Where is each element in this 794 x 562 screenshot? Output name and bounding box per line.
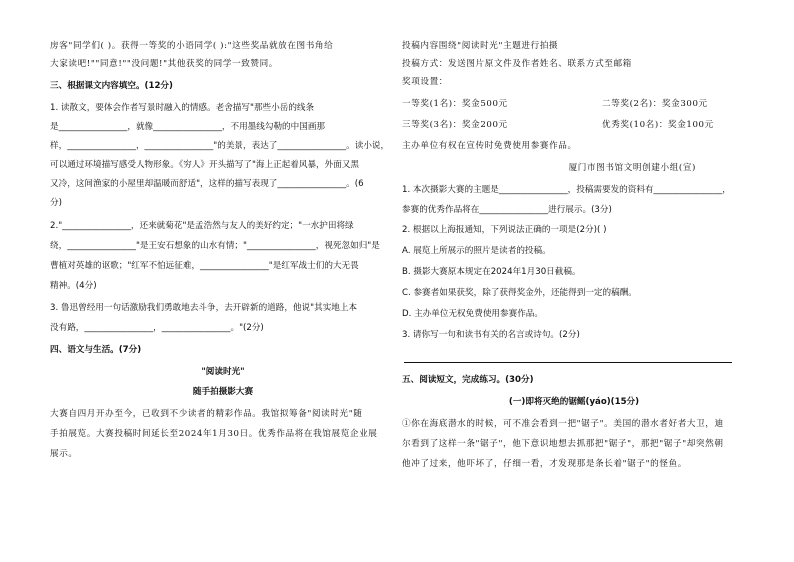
prize-item: 三等奖(3名)：奖金200元 — [402, 120, 508, 130]
poster-text-line: 投稿内容围绕"阅读时光"主题进行拍摄 — [402, 41, 559, 51]
question-line: 精神。(4分) — [50, 281, 97, 291]
left-column — [50, 0, 396, 562]
question-line: 是________________，就像________________，不用墨线勾勒的中国画那 — [50, 122, 326, 132]
question-line: 又冷，这间渔家的小屋里却温暖而舒适"，这样的描写表现了________________。(6 — [50, 179, 364, 189]
poster-text-line: 主办单位有权在宣传时免费使用参赛作品。 — [402, 141, 577, 151]
question-line: 1. 读散文，要体会作者写景时融入的情感。老舍描写"那些小岳的线条 — [50, 103, 315, 113]
poster-text-line: 奖项设置： — [402, 77, 448, 87]
option-line: B. 摄影大赛原本规定在2024年1月30日截稿。 — [402, 267, 581, 277]
poster-signature: 厦门市图书馆文明创建小组(宣) — [568, 163, 696, 173]
question-line: 绕，________________"是王安石想象的山水有情；"________________，视死忽如归"是 — [50, 241, 380, 251]
passage-line: 尔看到了这样一条"锯子"，他下意识地想去抓那把"锯子"，那把"锯子"却突然朝 — [402, 439, 724, 449]
prize-item: 一等奖(1名)：奖金500元 — [402, 99, 508, 109]
question-line: 曹植对英雄的讴歌；"红军不怕远征难，________________"是红军战士们的大无畏 — [50, 261, 359, 271]
question-line: 3. 鲁迅曾经用一句话激励我们勇敢地去斗争，去开辟新的道路，他说"其实地上本 — [50, 303, 358, 313]
poster-title: "阅读时光" — [201, 367, 245, 377]
answer-line — [404, 362, 732, 363]
poster-text-line: 手拍展览。大赛投稿时间延长至2024年1月30日。优秀作品将在我馆展览企业展 — [50, 429, 378, 439]
section-heading: 五、阅读短文，完成练习。(30分) — [402, 375, 534, 385]
question-line: 2. 根据以上海报通知，下列说法正确的一项是(2分)( ) — [402, 225, 607, 235]
question-line: 3. 请你写一句和读书有关的名言或诗句。(2分) — [402, 330, 580, 340]
question-line: 分) — [50, 198, 62, 208]
passage-title: (一)即将灭绝的锯鳐(yáo)(15分) — [508, 397, 640, 407]
prev-text-line: 大家读吧!""同意!""没问题!"其他获奖的同学一致赞同。 — [50, 59, 278, 69]
option-line: C. 参赛者如果获奖，除了获得奖金外，还能得到一定的稿酬。 — [402, 288, 637, 298]
poster-text-line: 投稿方式：发送图片原文件及作者姓名、联系方式至邮箱 — [402, 59, 632, 69]
section-heading: 三、根据课文内容填空。(12分) — [50, 81, 173, 91]
poster-subtitle: 随手拍摄影大赛 — [192, 387, 254, 397]
question-line: 参赛的优秀作品将在________________进行展示。(3分) — [402, 205, 612, 215]
question-line: 样，________________，________________"的美景，表达了________________。读小说， — [50, 141, 390, 151]
passage-line: 他冲了过来，他吓坏了，仔细一看，才发现那是条长着"锯子"的怪鱼。 — [402, 459, 687, 469]
prize-item: 二等奖(2名)：奖金300元 — [602, 99, 708, 109]
option-line: D. 主办单位无权免费使用参赛作品。 — [402, 309, 543, 319]
section-heading: 四、语文与生活。(7分) — [50, 345, 142, 355]
poster-text-line: 大赛自四月开办至今，已收到不少读者的精彩作品。我馆拟筹备"阅读时光"随 — [50, 409, 363, 419]
right-column — [402, 0, 746, 562]
question-line: 可以通过环境描写感受人物形象。《穷人》开头描写了"海上正起着风暴，外面又黑 — [50, 160, 360, 170]
question-line: 没有路，________________，________________。"(2分) — [50, 323, 264, 333]
poster-text-line: 展示。 — [50, 449, 78, 459]
prize-item: 优秀奖(10名)：奖金100元 — [602, 120, 714, 130]
option-line: A. 展览上所展示的照片是读者的投稿。 — [402, 246, 551, 256]
prev-text-line: 房客"同学们( )。获得一等奖的小语同学( ):"这些奖品就放在图书角给 — [50, 41, 334, 51]
question-line: 2."________________，还来就菊花"是孟浩然与友人的美好约定；"一水护田将绿 — [50, 221, 354, 231]
passage-line: ①你在海底潜水的时候，可不准会看到一把"锯子"。美国的潜水者好者大卫，迪 — [402, 419, 724, 429]
question-line: 1. 本次摄影大赛的主题是________________，投稿需要发的资料有________________， — [402, 185, 731, 195]
